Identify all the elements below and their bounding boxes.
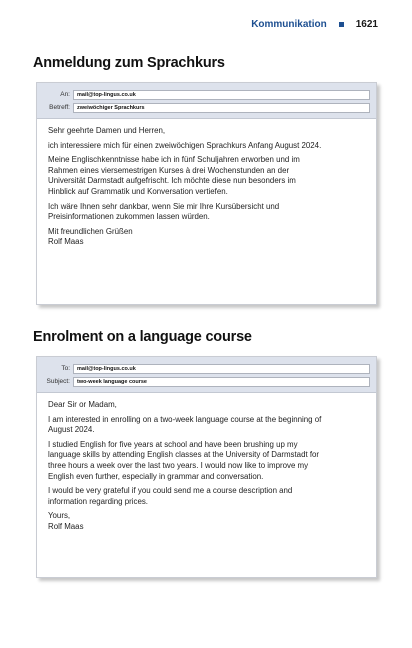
heading-english-letter: Enrolment on a language course — [33, 329, 252, 345]
subject-input[interactable]: zweiwöchiger Sprachkurs — [73, 103, 370, 113]
body-line: ich interessiere mich für einen zweiwöchigen Sprachkurs Anfang August 2024. — [48, 140, 322, 150]
body-line: language skills by attending English classes at the University of Darmstadt for — [48, 450, 320, 460]
signature-name: Rolf Maas — [48, 521, 84, 531]
paragraph — [48, 415, 366, 436]
body-line: I am interested in enrolling on a two-week language course at the beginning of — [48, 414, 322, 424]
body-line: August 2024. — [48, 425, 95, 435]
to-input[interactable]: mail@top-lingus.co.uk — [73, 364, 370, 374]
email-header — [37, 357, 376, 393]
body-line: information regarding prices. — [48, 496, 148, 506]
to-field — [41, 363, 370, 374]
salutation — [48, 400, 366, 411]
body-line: Hinblick auf Grammatik und Konversation vertiefen. — [48, 186, 228, 196]
paragraph — [48, 486, 366, 507]
subject-field — [41, 102, 370, 113]
body-line: Rahmen eines viersemestrigen Kurses à drei Wochenstunden an der — [48, 165, 290, 175]
body-line: Mit freundlichen Grüßen — [48, 226, 133, 236]
to-input[interactable]: mail@top-lingus.co.uk — [73, 90, 370, 100]
paragraph — [48, 440, 366, 482]
heading-german-letter: Anmeldung zum Sprachkurs — [33, 55, 225, 71]
paragraph — [48, 155, 366, 197]
page-number: 1621 — [355, 19, 378, 30]
section-title: Kommunikation — [251, 19, 327, 30]
body-line: Yours, — [48, 511, 71, 521]
signature-name: Rolf Maas — [48, 237, 84, 247]
bullet-square-icon — [339, 22, 344, 27]
body-line: three hours a week over the last two years. I would now like to improve my — [48, 460, 309, 470]
email-german — [36, 82, 377, 305]
body-line: Sehr geehrte Damen und Herren, — [48, 126, 166, 135]
body-line: Dear Sir or Madam, — [48, 400, 117, 409]
running-head — [251, 19, 378, 30]
email-header — [37, 83, 376, 119]
to-label: An: — [60, 91, 70, 98]
body-line: I studied English for five years at school and have been brushing up my — [48, 439, 298, 449]
email-english — [36, 356, 377, 578]
paragraph — [48, 141, 366, 152]
body-line: English even further, especially in grammar and conversation. — [48, 471, 264, 481]
salutation — [48, 126, 366, 137]
body-line: I would be very grateful if you could send me a course description and — [48, 486, 293, 496]
to-field — [41, 89, 370, 100]
body-line: Meine Englischkenntnisse habe ich in fünf Schuljahren erworben und im — [48, 155, 300, 165]
subject-label: Subject: — [46, 378, 70, 385]
subject-label: Betreff: — [49, 104, 70, 111]
body-line: Preisinformationen zukommen lassen würden. — [48, 212, 210, 222]
closing — [48, 227, 366, 248]
body-line: Ich wäre Ihnen sehr dankbar, wenn Sie mir Ihre Kursübersicht und — [48, 201, 280, 211]
subject-field — [41, 376, 370, 387]
to-label: To: — [61, 365, 70, 372]
body-line: Universität Darmstadt aufgefrischt. Ich möchte diese nun besonders im — [48, 176, 296, 186]
closing — [48, 511, 366, 532]
email-body — [37, 393, 376, 533]
email-body — [37, 119, 376, 248]
paragraph — [48, 202, 366, 223]
subject-input[interactable]: two-week language course — [73, 377, 370, 387]
